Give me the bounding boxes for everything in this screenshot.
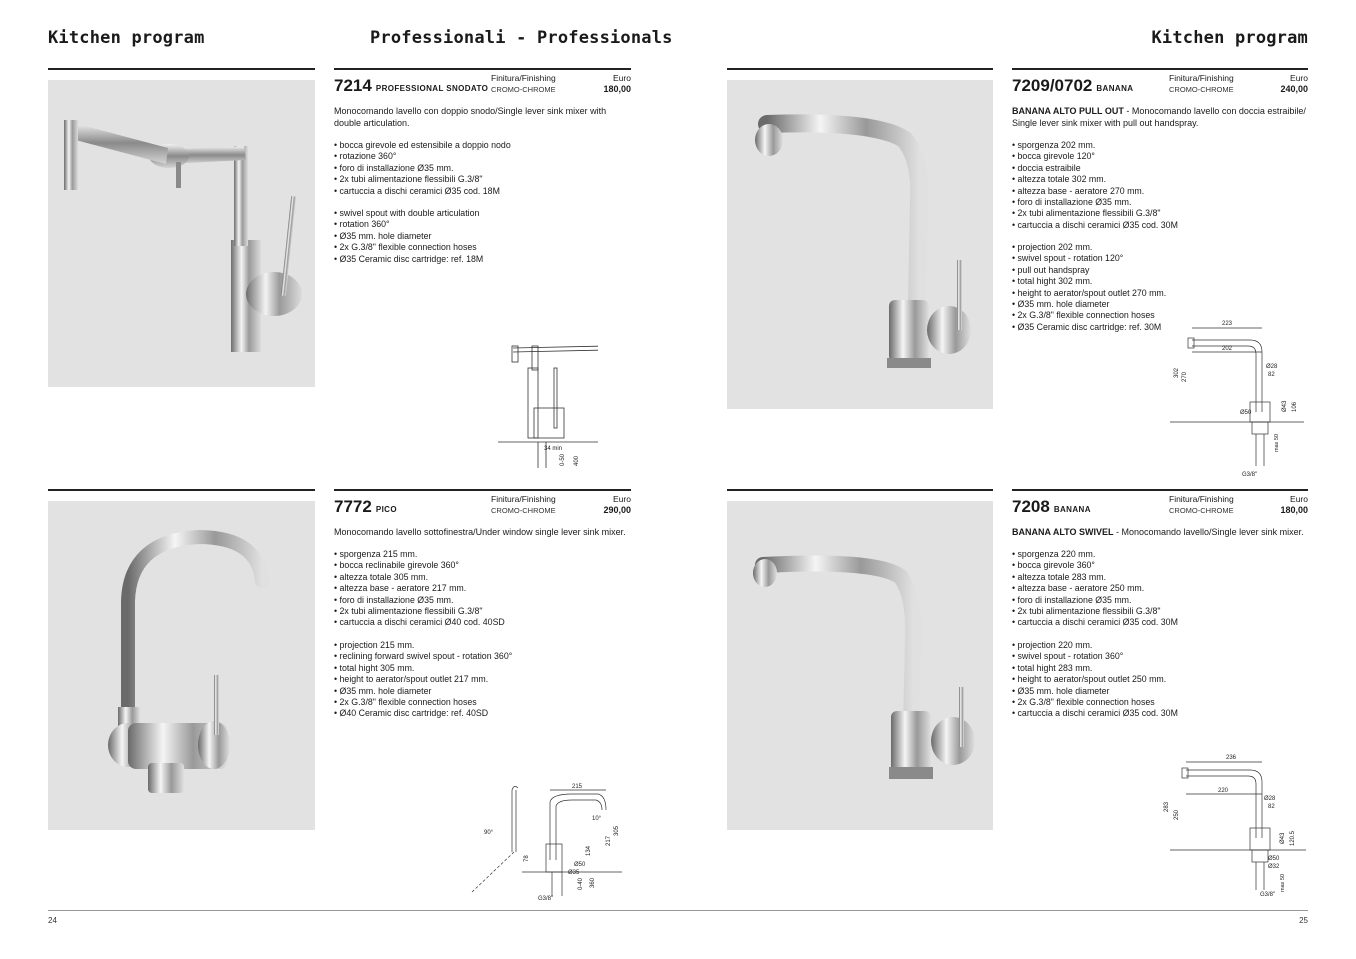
product-code: 7214 PROFESSIONAL SNODATO	[334, 76, 489, 95]
price-info: Euro 240,00	[1280, 73, 1308, 94]
header-right: Kitchen program	[1151, 28, 1308, 48]
dim-label: 215	[572, 784, 583, 790]
dim-label: 400	[574, 455, 580, 466]
product-code: 7209/0702 BANANA	[1012, 76, 1134, 95]
finish-info: Finitura/Finishing CROMO-CHROME	[491, 73, 556, 94]
dim-label: 0-40	[578, 877, 584, 890]
product-photo-7214	[48, 80, 315, 387]
dim-label: G3/8"	[538, 896, 554, 902]
section-rule	[48, 68, 315, 70]
spec-list-en: • swivel spout with double articulation • rotation 360° • Ø35 mm. hole diameter • 2x G.3/8" flexible connection hoses • Ø35 Ceramic disc cartridge: ref. 18M	[334, 208, 624, 265]
finish-info: Finitura/Finishing CROMO-CHROME	[1169, 494, 1234, 515]
dim-label: 223	[1222, 321, 1233, 327]
dim-label: Ø35	[568, 870, 580, 876]
technical-drawing-7214	[498, 338, 598, 478]
dim-label: 10°	[592, 816, 602, 822]
dim-label: Ø28	[1266, 364, 1278, 370]
spec-list-it: • sporgenza 202 mm. • bocca girevole 120° • doccia estraibile • altezza totale 302 mm. • altezza base - aeratore 270 mm. • foro di installazione Ø35 mm. • 2x tubi alimentazione flessibili G.3/8" • cartuccia a dischi ceramici Ø35 cod. 30M	[1012, 140, 1272, 231]
dim-label: Ø50	[1240, 410, 1252, 416]
dim-label: Ø32	[1268, 864, 1280, 870]
product-name: BANANA	[1096, 84, 1134, 93]
spec-list-en: • projection 215 mm. • reclining forward swivel spout - rotation 360° • total hight 305 mm. • height to aerator/spout outlet 217 mm. • Ø35 mm. hole diameter • 2x G.3/8" flexible connection hoses • Ø40 Ceramic disc cartridge: ref. 40SD	[334, 640, 624, 720]
product-header-7209	[1012, 70, 1308, 100]
finish-info: Finitura/Finishing CROMO-CHROME	[491, 494, 556, 515]
spec-list-en: • projection 220 mm. • swivel spout - rotation 360° • total hight 283 mm. • height to aerator/spout outlet 250 mm. • Ø35 mm. hole diameter • 2x G.3/8" flexible connection hoses • cartuccia a dischi ceramici Ø35 cod. 30M	[1012, 640, 1272, 720]
dim-label: 0-50	[560, 453, 566, 466]
dim-label: 360	[590, 877, 596, 888]
technical-drawing-7772	[462, 780, 622, 904]
finish-info: Finitura/Finishing CROMO-CHROME	[1169, 73, 1234, 94]
dim-label: Ø50	[574, 862, 586, 868]
dim-label: 302	[1174, 367, 1180, 378]
dim-label: 220	[1218, 788, 1229, 794]
product-code: 7208 BANANA	[1012, 497, 1091, 516]
dim-label: 283	[1164, 801, 1170, 812]
product-header-7208	[1012, 491, 1308, 521]
price-info: Euro 180,00	[603, 73, 631, 94]
product-description: BANANA ALTO SWIVEL - Monocomando lavello/Single lever sink mixer.	[1012, 527, 1304, 537]
dim-label: 305	[614, 825, 620, 836]
dim-label: 106	[1292, 401, 1298, 412]
dim-label: max 50	[1280, 873, 1286, 892]
dim-label: 82	[1268, 372, 1275, 378]
product-photo-7208	[727, 501, 993, 830]
spec-list-en: • projection 202 mm. • swivel spout - rotation 120° • pull out handspray • total hight 302 mm. • height to aerator/spout outlet 270 mm. • Ø35 mm. hole diameter • 2x G.3/8" flexible connection hoses • Ø35 Ceramic disc cartridge: ref. 30M	[1012, 242, 1212, 333]
product-photo-7772	[48, 501, 315, 830]
product-code: 7772 PICO	[334, 497, 397, 516]
page-number-left: 24	[48, 916, 57, 925]
product-name: BANANA	[1053, 505, 1091, 514]
dim-label: Ø43	[1282, 400, 1288, 412]
dim-label: 34 min	[544, 446, 563, 452]
dim-label: 250	[1174, 809, 1180, 820]
product-description: BANANA ALTO PULL OUT - Monocomando lavello con doccia estraibile/ Single lever sink mixer with pull out handspray.	[1012, 106, 1306, 128]
header-center: Professionali - Professionals	[370, 28, 673, 48]
section-rule	[727, 489, 993, 491]
dim-label: G3/8"	[1260, 892, 1276, 898]
price-info: Euro 290,00	[603, 494, 631, 515]
dim-label: Ø50	[1268, 856, 1280, 862]
section-rule	[727, 68, 993, 70]
dim-label: 202	[1222, 346, 1233, 352]
dim-label: 270	[1182, 371, 1188, 382]
spec-list-it: • sporgenza 220 mm. • bocca girevole 360° • altezza totale 283 mm. • altezza base - aeratore 250 mm. • foro di installazione Ø35 mm. • 2x tubi alimentazione flessibili G.3/8" • cartuccia a dischi ceramici Ø35 cod. 30M	[1012, 549, 1272, 629]
spec-list-it: • bocca girevole ed estensibile a doppio nodo • rotazione 360° • foro di installazione Ø35 mm. • 2x tubi alimentazione flessibili G.3/8" • cartuccia a dischi ceramici Ø35 cod. 18M	[334, 140, 624, 197]
product-name: PROFESSIONAL SNODATO	[375, 84, 489, 93]
technical-drawing-7208	[1160, 750, 1306, 900]
dim-label: Ø43	[1280, 832, 1286, 844]
dim-label: 134	[586, 845, 592, 856]
header-left: Kitchen program	[48, 28, 205, 48]
footer-rule	[48, 910, 1308, 911]
product-header-7214	[334, 70, 631, 100]
price-info: Euro 180,00	[1280, 494, 1308, 515]
product-photo-7209	[727, 80, 993, 409]
dim-label: 82	[1268, 804, 1275, 810]
product-name: PICO	[375, 505, 397, 514]
page-number-right: 25	[1299, 916, 1308, 925]
spec-list-it: • sporgenza 215 mm. • bocca reclinabile girevole 360° • altezza totale 305 mm. • altezza base - aeratore 217 mm. • foro di installazione Ø35 mm. • 2x tubi alimentazione flessibili G.3/8" • cartuccia a dischi ceramici Ø40 cod. 40SD	[334, 549, 624, 629]
dim-label: 90°	[484, 830, 494, 836]
technical-drawing-7209	[1170, 316, 1304, 480]
product-description: Monocomando lavello con doppio snodo/Single lever sink mixer with double articulation.	[334, 106, 607, 128]
dim-label: G3/8"	[1242, 472, 1258, 478]
section-rule	[48, 489, 315, 491]
dim-label: 236	[1226, 755, 1237, 761]
dim-label: 78	[524, 855, 530, 862]
product-header-7772	[334, 491, 631, 521]
product-description: Monocomando lavello sottofinestra/Under window single lever sink mixer.	[334, 527, 626, 537]
dim-label: 217	[606, 835, 612, 846]
dim-label: Ø28	[1264, 796, 1276, 802]
dim-label: 120.5	[1290, 830, 1296, 846]
dim-label: max 50	[1274, 433, 1280, 452]
